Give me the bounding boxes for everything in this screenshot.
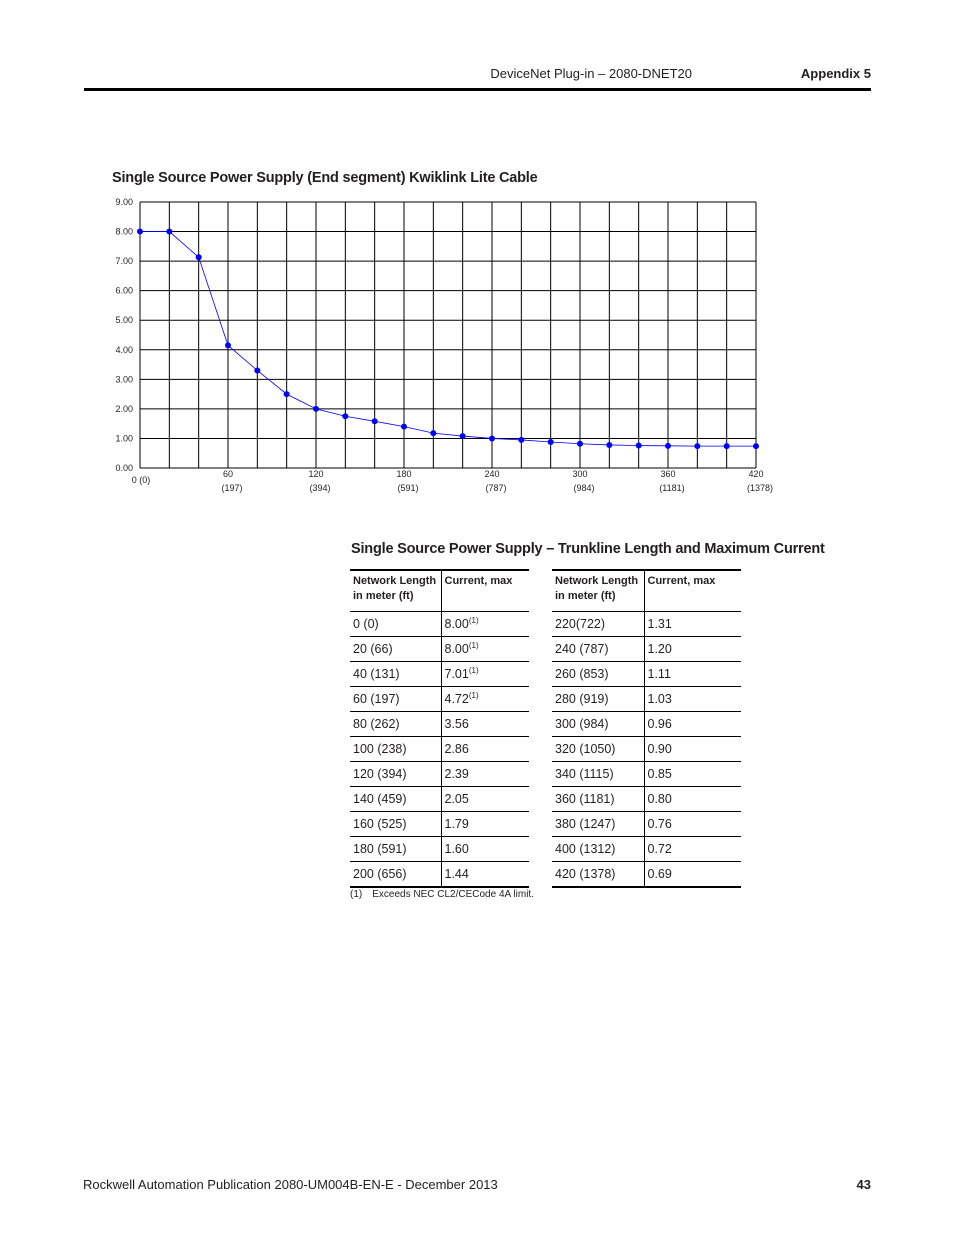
data-point — [313, 406, 319, 412]
current-value: 1.11 — [647, 667, 671, 681]
current-value: 0.90 — [647, 742, 672, 756]
power-supply-chart — [100, 192, 780, 502]
table-row — [552, 737, 741, 762]
footnote-ref: (1) — [468, 616, 479, 625]
footnote-ref: (1) — [468, 641, 479, 650]
footnote — [350, 889, 534, 900]
cell-current-max — [441, 637, 529, 662]
data-point — [254, 367, 260, 373]
data-point — [225, 342, 231, 348]
cell-network-length: 100 (238) — [350, 737, 441, 762]
table-row — [552, 687, 741, 712]
x-tick-label: 420 — [748, 469, 764, 479]
cell-current-max — [441, 612, 529, 637]
series-line — [140, 232, 756, 447]
table-row — [350, 612, 529, 637]
table-row — [552, 662, 741, 687]
cell-network-length: 0 (0) — [350, 612, 441, 637]
current-value: 4.72 — [444, 692, 469, 706]
cell-network-length: 200 (656) — [350, 862, 441, 888]
y-tick-label: 0.00 — [115, 463, 133, 473]
y-tick-label: 4.00 — [115, 344, 133, 355]
data-point — [460, 433, 466, 439]
y-tick-label: 7.00 — [115, 256, 133, 267]
y-tick-label: 8.00 — [115, 226, 133, 237]
cell-network-length: 60 (197) — [350, 687, 441, 712]
current-value: 1.20 — [647, 642, 672, 656]
x-tick-label: 0 (0) — [131, 475, 151, 485]
cell-network-length: 380 (1247) — [552, 812, 644, 837]
current-value: 0.72 — [647, 842, 672, 856]
table-row — [350, 812, 529, 837]
current-value: 1.03 — [647, 692, 672, 706]
cell-network-length: 40 (131) — [350, 662, 441, 687]
cell-current-max — [441, 712, 529, 737]
cell-network-length: 140 (459) — [350, 787, 441, 812]
footnote-text: Exceeds NEC CL2/CECode 4A limit. — [372, 889, 534, 900]
footnote-mark: (1) — [350, 889, 363, 900]
current-value: 2.05 — [444, 792, 469, 806]
x-tick-label: (197) — [221, 483, 243, 493]
cell-network-length: 120 (394) — [350, 762, 441, 787]
header-appendix: Appendix 5 — [800, 66, 871, 81]
x-tick-label: (787) — [485, 483, 507, 493]
current-table-left — [350, 569, 529, 888]
cell-current-max — [644, 837, 741, 862]
table-title: Single Source Power Supply – Trunkline Length and Maximum Current — [351, 541, 825, 557]
cell-network-length: 420 (1378) — [552, 862, 644, 888]
data-point — [548, 439, 554, 445]
x-tick-label: 360 — [660, 469, 676, 479]
cell-current-max — [644, 737, 741, 762]
cell-current-max — [441, 812, 529, 837]
y-tick-label: 3.00 — [115, 374, 133, 385]
current-value: 0.96 — [647, 717, 672, 731]
cell-network-length: 240 (787) — [552, 637, 644, 662]
x-tick-label: (984) — [573, 483, 595, 493]
header-document-title: DeviceNet Plug-in – 2080-DNET20 — [490, 66, 692, 81]
cell-network-length: 260 (853) — [552, 662, 644, 687]
current-value: 1.79 — [444, 817, 469, 831]
table-row — [552, 612, 741, 637]
y-tick-label: 6.00 — [115, 285, 133, 296]
current-value: 1.31 — [647, 617, 672, 631]
table-row — [552, 637, 741, 662]
table-row — [350, 712, 529, 737]
table-row — [350, 637, 529, 662]
cell-network-length: 360 (1181) — [552, 787, 644, 812]
data-point — [606, 442, 612, 448]
y-tick-label: 5.00 — [115, 315, 133, 326]
data-point — [196, 254, 202, 260]
cell-network-length: 160 (525) — [350, 812, 441, 837]
cell-current-max — [644, 812, 741, 837]
footnote-ref: (1) — [468, 691, 479, 700]
cell-current-max — [441, 787, 529, 812]
cell-current-max — [644, 862, 741, 888]
x-tick-label: 300 — [572, 469, 588, 479]
cell-current-max — [441, 762, 529, 787]
cell-current-max — [441, 737, 529, 762]
cell-network-length: 80 (262) — [350, 712, 441, 737]
footnote-ref: (1) — [468, 666, 479, 675]
y-tick-label: 1.00 — [115, 433, 133, 444]
current-value: 3.56 — [444, 717, 469, 731]
cell-current-max — [441, 837, 529, 862]
current-value: 8.00 — [444, 642, 469, 656]
x-tick-label: 180 — [396, 469, 412, 479]
header-network-length: Network Length in meter (ft) — [552, 570, 644, 612]
current-value: 0.85 — [647, 767, 672, 781]
current-value: 1.44 — [444, 867, 469, 881]
table-row — [552, 762, 741, 787]
x-tick-label: (1378) — [746, 483, 774, 493]
cell-current-max — [644, 787, 741, 812]
table-row — [552, 712, 741, 737]
data-point — [518, 437, 524, 443]
current-value: 0.69 — [647, 867, 672, 881]
header-current-max: Current, max — [441, 570, 529, 612]
current-value: 0.80 — [647, 792, 672, 806]
cell-network-length: 340 (1115) — [552, 762, 644, 787]
cell-current-max — [644, 612, 741, 637]
data-point — [753, 443, 759, 449]
table-row — [350, 737, 529, 762]
table-row — [350, 662, 529, 687]
header-rule — [84, 88, 871, 91]
data-point — [724, 443, 730, 449]
table-row — [350, 687, 529, 712]
data-point — [166, 229, 172, 235]
current-value: 0.76 — [647, 817, 672, 831]
table-row — [350, 787, 529, 812]
current-value: 2.39 — [444, 767, 469, 781]
data-point — [284, 391, 290, 397]
cell-current-max — [441, 662, 529, 687]
table-header-row — [552, 570, 741, 612]
cell-network-length: 320 (1050) — [552, 737, 644, 762]
footer-publication: Rockwell Automation Publication 2080-UM004B-EN-E - December 2013 — [83, 1177, 498, 1192]
x-tick-label: 240 — [484, 469, 500, 479]
table-row — [350, 837, 529, 862]
table-row — [350, 862, 529, 888]
cell-network-length: 280 (919) — [552, 687, 644, 712]
data-point — [430, 430, 436, 436]
header-current-max: Current, max — [644, 570, 741, 612]
table-row — [552, 812, 741, 837]
cell-current-max — [644, 712, 741, 737]
x-tick-label: 120 — [308, 469, 324, 479]
chart-title: Single Source Power Supply (End segment) Kwiklink Lite Cable — [112, 170, 538, 186]
current-value: 8.00 — [444, 617, 469, 631]
data-point — [489, 435, 495, 441]
table-row — [552, 837, 741, 862]
cell-network-length: 20 (66) — [350, 637, 441, 662]
table-row — [350, 762, 529, 787]
current-table-right — [552, 569, 741, 888]
cell-current-max — [644, 662, 741, 687]
data-point — [372, 418, 378, 424]
data-point — [137, 229, 143, 235]
y-tick-label: 2.00 — [115, 403, 133, 414]
table-header-row — [350, 570, 529, 612]
cell-network-length: 400 (1312) — [552, 837, 644, 862]
table-row — [552, 862, 741, 888]
cell-current-max — [644, 637, 741, 662]
data-point — [401, 424, 407, 430]
cell-current-max — [441, 862, 529, 888]
x-tick-label: (394) — [309, 483, 331, 493]
cell-network-length: 300 (984) — [552, 712, 644, 737]
x-tick-label: (1181) — [659, 483, 685, 493]
current-value: 7.01 — [444, 667, 469, 681]
page-number: 43 — [856, 1177, 871, 1192]
cell-current-max — [644, 687, 741, 712]
x-tick-label: 60 — [222, 469, 234, 479]
current-value: 1.60 — [444, 842, 469, 856]
data-point — [342, 413, 348, 419]
cell-network-length: 220(722) — [552, 612, 644, 637]
header-network-length: Network Length in meter (ft) — [350, 570, 441, 612]
x-tick-label: (591) — [397, 483, 419, 493]
data-point — [577, 441, 583, 447]
y-tick-label: 9.00 — [115, 197, 133, 207]
cell-current-max — [644, 762, 741, 787]
data-point — [636, 443, 642, 449]
data-point — [665, 443, 671, 449]
cell-network-length: 180 (591) — [350, 837, 441, 862]
data-point — [694, 443, 700, 449]
cell-current-max — [441, 687, 529, 712]
current-value: 2.86 — [444, 742, 469, 756]
table-row — [552, 787, 741, 812]
